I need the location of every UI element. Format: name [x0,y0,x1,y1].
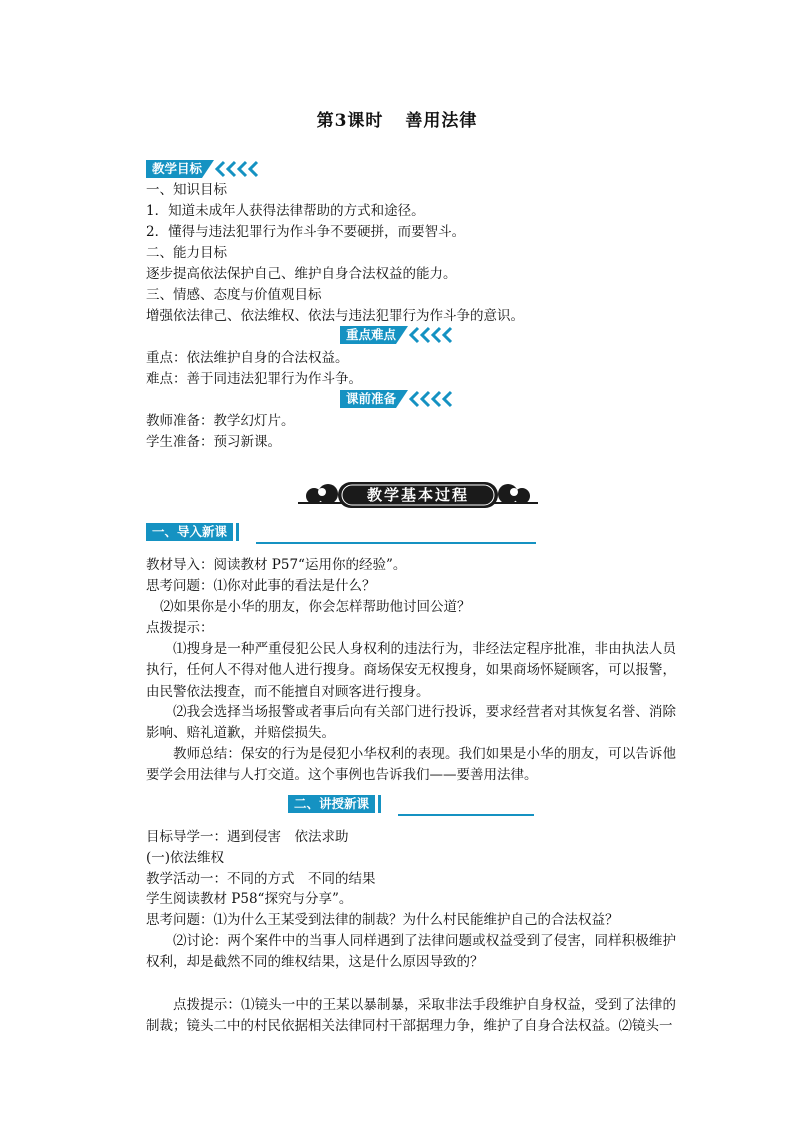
lesson-line-5: 思考问题：⑴为什么王某受到法律的制裁？为什么村民能维护自己的合法权益？ [146,912,619,928]
section-1-rule [256,542,536,544]
lesson-number: 第3课时 [316,111,384,131]
ability-text: 逐步提高依法保护自己、维护自身合法权益的能力。 [146,266,457,282]
lesson-line-1: 目标导学一：遇到侵害 依法求助 [146,829,349,845]
section-2-rule [398,814,534,816]
emotion-heading: 三、情感、态度与价值观目标 [146,287,322,303]
lesson-line-3: 教学活动一：不同的方式 不同的结果 [146,871,376,887]
prep-banner [340,390,460,408]
banner-arrow-icon [396,326,460,344]
prep-banner-label: 课前准备 [340,390,396,408]
intro-paragraph-1: ⑴搜身是一种严重侵犯公民人身权利的违法行为，非经法定程序批准，非由执法人员执行，任何人不得对他人进行搜身。商场保安无权搜身，如果商场怀疑顾客，可以报警，由民警依法搜查，而不能擅自对顾客进行搜身。 [146,641,676,700]
lesson-line-4: 学生阅读教材 P58“探究与分享”。 [146,891,353,907]
intro-line-1: 教材导入：阅读教材 P57“运用你的经验”。 [146,557,407,573]
process-ornament [298,480,538,510]
key-points-banner-label: 重点难点 [340,326,396,344]
section-2-heading: 二、讲授新课 [288,795,375,813]
intro-line-4: 点拨提示： [146,620,214,636]
page-title [0,106,794,131]
emotion-text: 增强依法律己、依法维权、依法与违法犯罪行为作斗争的意识。 [146,308,524,324]
ability-heading: 二、能力目标 [146,245,227,261]
lesson-title: 善用法律 [405,111,478,131]
lesson-line-2: (一)依法维权 [146,850,225,866]
key-points-banner [340,326,460,344]
intro-paragraph-2: ⑵我会选择当场报警或者事后向有关部门进行投诉，要求经营者对其恢复名誉、消除影响、赔礼道歉，并赔偿损失。 [146,704,676,742]
student-prep-text: 学生准备：预习新课。 [146,434,281,450]
intro-paragraph-3: 教师总结：保安的行为是侵犯小华权利的表现。我们如果是小华的朋友，可以告诉他要学会用法律与人打交道。这个事例也告诉我们——要善用法律。 [146,746,676,784]
knowledge-item-1: 1．知道未成年人获得法律帮助的方式和途径。 [146,203,425,219]
lesson-paragraph-1: ⑵讨论：两个案件中的当事人同样遇到了法律问题或权益受到了侵害，同样积极维护权利，却是截然不同的维权结果，这是什么原因导致的？ [146,933,676,971]
knowledge-item-2: 2．懂得与违法犯罪行为作斗争不要硬拼，而要智斗。 [146,224,466,240]
intro-line-3: ⑵如果你是小华的朋友，你会怎样帮助他讨回公道？ [160,599,471,615]
objectives-banner [146,160,266,178]
key-point-text: 重点：依法维护自身的合法权益。 [146,350,349,366]
banner-arrow-icon [202,160,266,178]
lesson-paragraph-2: 点拨提示：⑴镜头一中的王某以暴制暴，采取非法手段维护自身权益，受到了法律的制裁；镜头二中的村民依据相关法律同村干部据理力争，维护了自身合法权益。⑵镜头一 [146,997,676,1035]
knowledge-heading: 一、知识目标 [146,182,227,198]
intro-line-2: 思考问题：⑴你对此事的看法是什么？ [146,578,376,594]
ornament-title: 教学基本过程 [366,486,469,504]
section-1-heading: 一、导入新课 [146,523,233,541]
teacher-prep-text: 教师准备：教学幻灯片。 [146,413,295,429]
section-2-header [288,795,534,817]
difficult-point-text: 难点：善于同违法犯罪行为作斗争。 [146,371,362,387]
section-1-header [146,523,536,545]
objectives-banner-label: 教学目标 [146,160,202,178]
banner-arrow-icon [396,390,460,408]
